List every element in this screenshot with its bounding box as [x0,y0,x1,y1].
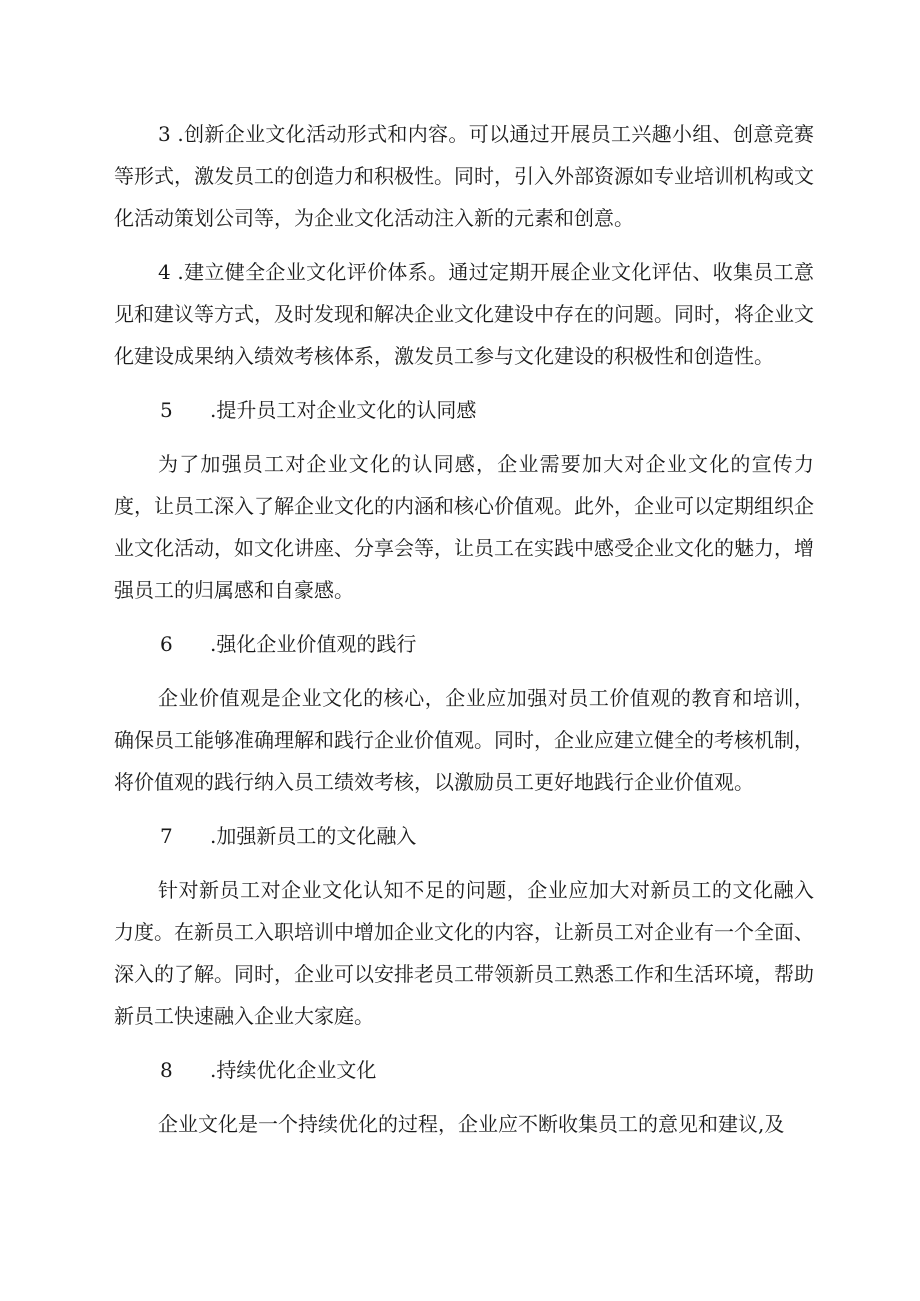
section-heading-8 [114,1049,814,1091]
heading-text: .加强新员工的文化融入 [210,824,417,848]
heading-number: 8 [160,1058,173,1082]
heading-text: .强化企业价值观的践行 [210,632,417,656]
paragraph-new-employees: 针对新员工对企业文化认知不足的问题，企业应加大对新员工的文化融入力度。在新员工入职培训中增加企业文化的内容，让新员工对企业有一个全面、深入的了解。同时，企业可以安排老员工带领新员工熟悉工作和生活环境，帮助新员工快速融入企业大家庭。 [114,878,814,1028]
section-heading-5 [114,389,814,431]
heading-text: .提升员工对企业文化的认同感 [210,398,477,422]
paragraph-optimization: 企业文化是一个持续优化的过程，企业应不断收集员工的意见和建议,及 [158,1112,785,1136]
heading-number: 7 [160,824,173,848]
heading-text: .持续优化企业文化 [210,1058,377,1082]
paragraph-item-4: 4 .建立健全企业文化评价体系。通过定期开展企业文化评估、收集员工意见和建议等方式，及时发现和解决企业文化建设中存在的问题。同时，将企业文化建设成果纳入绩效考核体系，激发员工参与文化建设的积极性和创造性。 [114,260,814,368]
document-body [114,113,814,1157]
section-heading-6 [114,623,814,665]
paragraph-item-3: 3 .创新企业文化活动形式和内容。可以通过开展员工兴趣小组、创意竞赛等形式，激发员工的创造力和积极性。同时，引入外部资源如专业培训机构或文化活动策划公司等，为企业文化活动注入新的元素和创意。 [114,122,814,230]
heading-number: 6 [160,632,173,656]
section-heading-7 [114,815,814,857]
paragraph-values: 企业价值观是企业文化的核心，企业应加强对员工价值观的教育和培训，确保员工能够准确理解和践行企业价值观。同时，企业应建立健全的考核机制，将价值观的践行纳入员工绩效考核，以激励员工更好地践行企业价值观。 [114,686,814,794]
heading-number: 5 [160,398,173,422]
paragraph-identity: 为了加强员工对企业文化的认同感，企业需要加大对企业文化的宣传力度，让员工深入了解企业文化的内涵和核心价值观。此外，企业可以定期组织企业文化活动，如文化讲座、分享会等，让员工在实践中感受企业文化的魅力，增强员工的归属感和自豪感。 [114,452,814,602]
